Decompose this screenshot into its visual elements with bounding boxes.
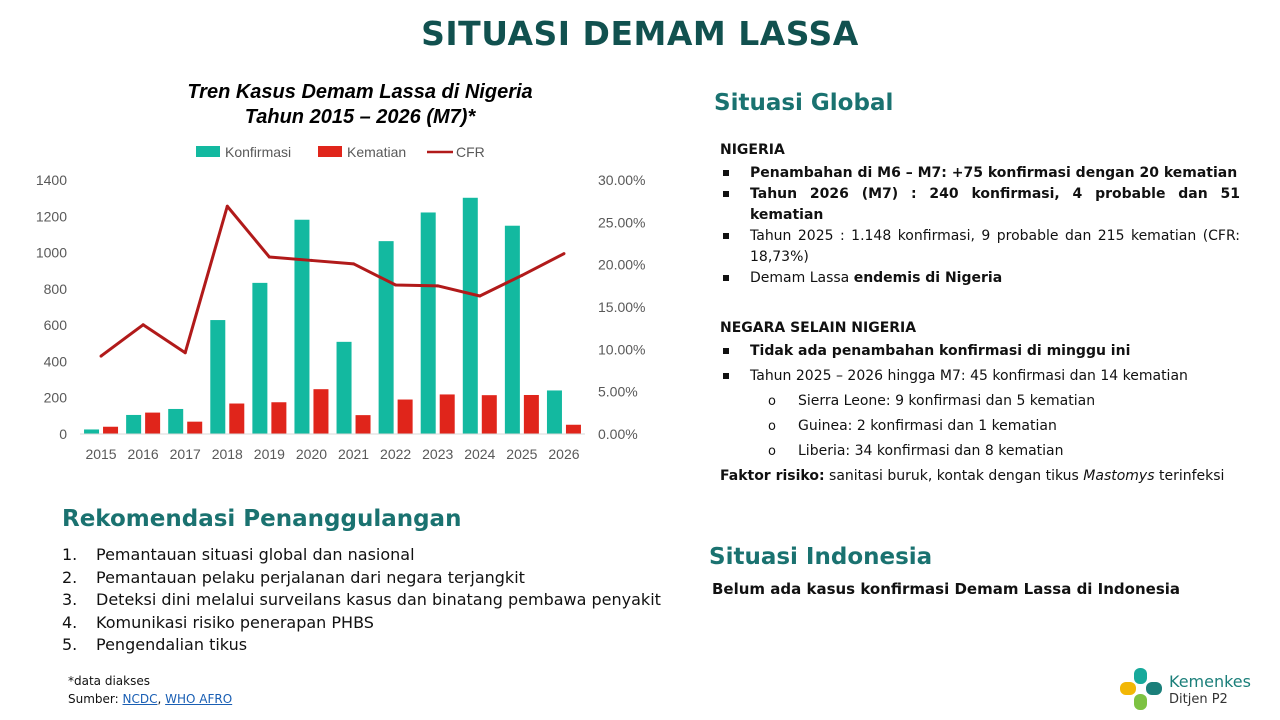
cfr-point bbox=[184, 351, 187, 354]
who-afro-link[interactable]: WHO AFRO bbox=[165, 692, 233, 706]
x-tick-label: 2026 bbox=[548, 446, 580, 462]
recommendation-number: 1. bbox=[62, 545, 78, 564]
cfr-point bbox=[520, 274, 523, 277]
y-right-tick-label: 25.00% bbox=[598, 214, 646, 231]
bar-kematian bbox=[356, 415, 371, 434]
cfr-point bbox=[268, 256, 271, 259]
source-label: Sumber: bbox=[68, 692, 123, 706]
sub-item-liberia: o Liberia: 34 konfirmasi dan 8 kematian bbox=[720, 441, 1240, 462]
risk-factor-label: Faktor risiko: bbox=[720, 468, 825, 484]
y-right-tick-label: 10.00% bbox=[598, 341, 646, 358]
nigeria-item-3: Tahun 2025 : 1.148 konfirmasi, 9 probable dan 215 kematian (CFR: 18,73%) bbox=[720, 226, 1240, 268]
sub-item-guinea: o Guinea: 2 konfirmasi dan 1 kematian bbox=[720, 416, 1240, 437]
cfr-line bbox=[101, 206, 564, 356]
legend-swatch-kematian bbox=[318, 146, 342, 157]
x-tick-label: 2021 bbox=[337, 446, 370, 462]
bar-kematian bbox=[524, 395, 539, 434]
recommendation-text: Pemantauan pelaku perjalanan dari negara terjangkit bbox=[96, 567, 525, 587]
kemenkes-logo-icon bbox=[1116, 664, 1166, 714]
bar-kematian bbox=[271, 402, 286, 434]
logo-text-kemenkes: Kemenkes bbox=[1169, 672, 1251, 691]
y-left-tick-label: 1200 bbox=[35, 208, 67, 225]
bar-kematian bbox=[229, 404, 244, 434]
bar-kematian bbox=[440, 394, 455, 434]
cfr-point bbox=[100, 355, 103, 358]
risk-factor-italic: Mastomys bbox=[1083, 468, 1155, 484]
footnote-note: *data diakses bbox=[68, 674, 150, 688]
ncdc-link[interactable]: NCDC bbox=[122, 692, 158, 706]
y-left-tick-label: 0 bbox=[59, 426, 67, 442]
y-left-tick-label: 1000 bbox=[35, 244, 67, 261]
sub-item-sierra-leone: o Sierra Leone: 9 konfirmasi dan 5 kematian bbox=[720, 391, 1240, 412]
recommendation-item bbox=[62, 589, 661, 612]
legend-label-cfr: CFR bbox=[456, 144, 485, 160]
y-right-tick-label: 15.00% bbox=[598, 299, 646, 315]
cfr-point bbox=[562, 252, 565, 255]
recommendation-section-title: Rekomendasi Penanggulangan bbox=[62, 506, 462, 532]
other-countries-list bbox=[720, 341, 1240, 387]
recommendation-item bbox=[62, 544, 661, 567]
source-separator: , bbox=[157, 692, 166, 706]
logo-text-ditjen: Ditjen P2 bbox=[1169, 692, 1228, 707]
y-left-tick-label: 800 bbox=[43, 280, 67, 297]
y-left-tick-label: 600 bbox=[43, 317, 67, 334]
footnote-source bbox=[68, 690, 232, 708]
cfr-point bbox=[352, 262, 355, 265]
x-tick-label: 2025 bbox=[506, 446, 538, 462]
y-left-tick-label: 400 bbox=[43, 353, 67, 370]
indonesia-section-title: Situasi Indonesia bbox=[709, 544, 933, 570]
legend-label-kematian: Kematian bbox=[347, 144, 407, 160]
x-tick-label: 2016 bbox=[127, 446, 159, 462]
x-tick-label: 2019 bbox=[253, 446, 285, 462]
recommendation-number: 3. bbox=[62, 590, 78, 609]
chart-title-line1: Tren Kasus Demam Lassa di Nigeria bbox=[187, 81, 533, 103]
page-title: SITUASI DEMAM LASSA bbox=[421, 14, 859, 53]
nigeria-item-1: Penambahan di M6 – M7: +75 konfirmasi dengan 20 kematian bbox=[720, 163, 1240, 184]
cfr-point bbox=[394, 283, 397, 286]
bar-kematian bbox=[398, 400, 413, 434]
x-tick-label: 2015 bbox=[85, 446, 117, 462]
bar-konfirmasi bbox=[463, 198, 478, 434]
bar-kematian bbox=[103, 427, 118, 434]
risk-factor bbox=[720, 466, 1240, 487]
cfr-point bbox=[478, 294, 481, 297]
bar-konfirmasi bbox=[168, 409, 183, 434]
legend-swatch-konfirmasi bbox=[196, 146, 220, 157]
other-item-1: Tidak ada penambahan konfirmasi di minggu ini bbox=[720, 341, 1240, 362]
bar-konfirmasi bbox=[210, 320, 225, 434]
bar-kematian bbox=[313, 389, 328, 434]
cfr-point bbox=[436, 284, 439, 287]
bar-kematian bbox=[566, 425, 581, 434]
recommendation-item bbox=[62, 612, 661, 635]
risk-factor-end: terinfeksi bbox=[1154, 468, 1225, 484]
recommendation-item bbox=[62, 634, 661, 657]
kemenkes-logo bbox=[1116, 664, 1276, 716]
nigeria-heading: NIGERIA bbox=[720, 142, 785, 158]
bar-konfirmasi bbox=[337, 342, 352, 434]
recommendation-text: Pemantauan situasi global dan nasional bbox=[96, 545, 415, 564]
indonesia-text: Belum ada kasus konfirmasi Demam Lassa di Indonesia bbox=[712, 580, 1181, 598]
bar-konfirmasi bbox=[126, 415, 141, 434]
bar-konfirmasi bbox=[379, 241, 394, 434]
lassa-trend-chart bbox=[20, 138, 680, 468]
cfr-point bbox=[310, 259, 313, 262]
cfr-point bbox=[226, 205, 229, 208]
x-tick-label: 2020 bbox=[295, 446, 328, 462]
bar-konfirmasi bbox=[252, 283, 267, 434]
x-tick-label: 2017 bbox=[169, 446, 201, 462]
recommendation-text: Komunikasi risiko penerapan PHBS bbox=[96, 612, 374, 632]
recommendation-text: Pengendalian tikus bbox=[96, 635, 248, 654]
recommendation-number: 2. bbox=[62, 567, 78, 587]
recommendation-item bbox=[62, 567, 661, 590]
y-right-tick-label: 5.00% bbox=[598, 383, 638, 400]
x-tick-label: 2024 bbox=[464, 446, 496, 462]
nigeria-item-2: Tahun 2026 (M7) : 240 konfirmasi, 4 probable dan 51 kematian bbox=[720, 184, 1240, 226]
bar-konfirmasi bbox=[547, 390, 562, 434]
legend-label-konfirmasi: Konfirmasi bbox=[225, 144, 292, 160]
x-tick-label: 2018 bbox=[211, 446, 243, 462]
footnote bbox=[68, 672, 232, 708]
recommendation-list bbox=[62, 544, 661, 657]
nigeria-item-4-pre: Demam Lassa bbox=[750, 270, 854, 286]
y-left-tick-label: 1400 bbox=[35, 172, 67, 188]
nigeria-list bbox=[720, 163, 1240, 289]
bar-kematian bbox=[145, 413, 160, 434]
risk-factor-text: sanitasi buruk, kontak dengan tikus bbox=[824, 468, 1084, 484]
bar-konfirmasi bbox=[421, 212, 436, 434]
y-right-tick-label: 30.00% bbox=[598, 172, 646, 188]
x-tick-label: 2022 bbox=[380, 446, 412, 462]
nigeria-item-4-bold: endemis di Nigeria bbox=[853, 270, 1003, 286]
global-section-title: Situasi Global bbox=[714, 90, 894, 116]
x-tick-label: 2023 bbox=[422, 446, 454, 462]
y-right-tick-label: 0.00% bbox=[598, 426, 638, 442]
bar-konfirmasi bbox=[505, 226, 520, 434]
y-right-tick-label: 20.00% bbox=[598, 256, 646, 273]
other-countries-sublist bbox=[720, 391, 1240, 462]
chart-title-line2: Tahun 2015 – 2026 (M7)* bbox=[244, 106, 476, 128]
recommendation-number: 5. bbox=[62, 635, 78, 654]
chart-title bbox=[140, 80, 580, 130]
nigeria-item-4 bbox=[720, 268, 1240, 289]
global-situation bbox=[720, 140, 1240, 487]
other-countries-heading: NEGARA SELAIN NIGERIA bbox=[720, 320, 917, 336]
bar-kematian bbox=[482, 395, 497, 434]
other-item-2: Tahun 2025 – 2026 hingga M7: 45 konfirmasi dan 14 kematian bbox=[720, 366, 1240, 387]
bar-konfirmasi bbox=[294, 220, 309, 434]
bar-kematian bbox=[187, 422, 202, 434]
recommendation-text: Deteksi dini melalui surveilans kasus dan binatang pembawa penyakit bbox=[96, 590, 661, 609]
cfr-point bbox=[142, 323, 145, 326]
y-left-tick-label: 200 bbox=[43, 389, 67, 406]
bar-konfirmasi bbox=[84, 429, 99, 434]
recommendation-number: 4. bbox=[62, 612, 78, 632]
